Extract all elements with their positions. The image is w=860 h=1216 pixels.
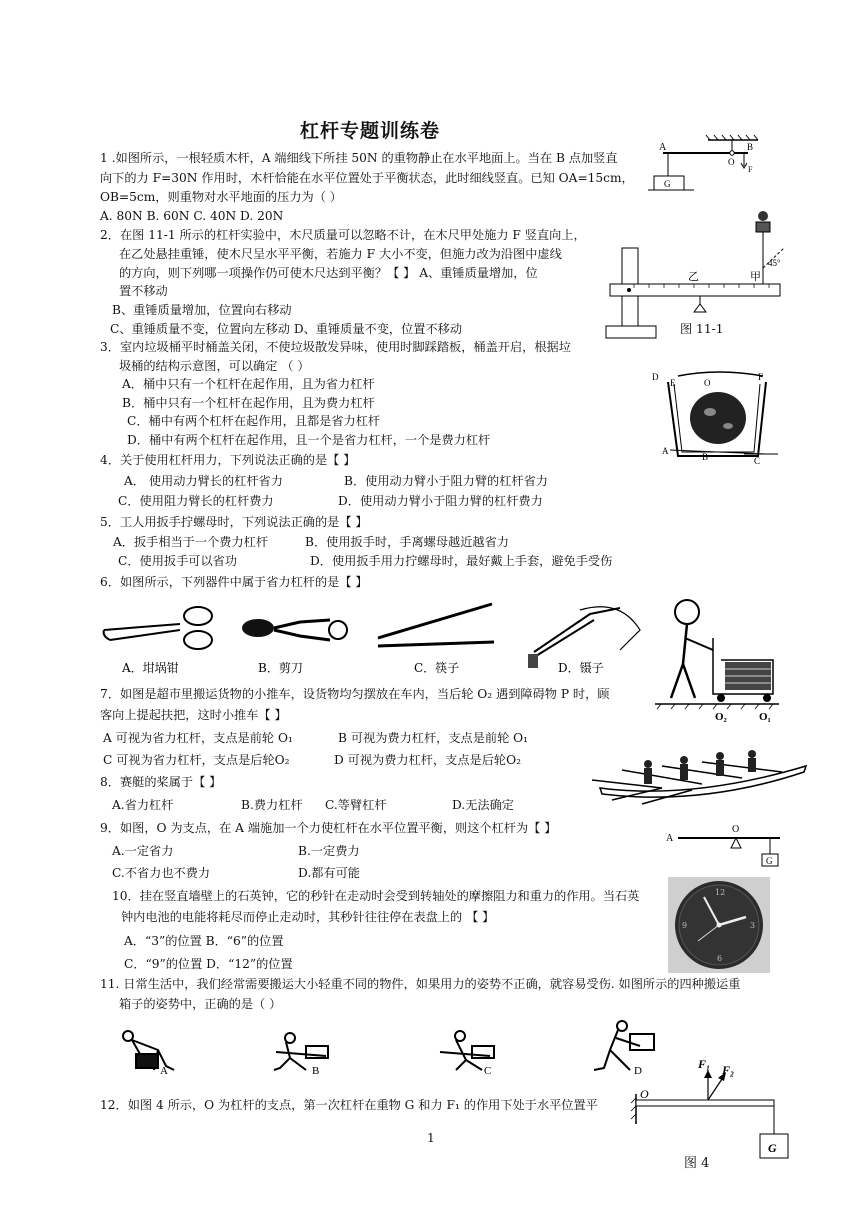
- q8-stem: 8．赛艇的桨属于【 】: [100, 775, 222, 789]
- q3-line2: 圾桶的结构示意图，可以确定 （ ）: [119, 359, 310, 373]
- q11-label-d: D: [634, 1065, 642, 1076]
- q9-option-b: B.一定费力: [298, 844, 360, 858]
- q7-line2: 客向上提起扶把，这时小推车【 】: [100, 708, 287, 722]
- q11-line1: 11. 日常生活中，我们经常需要搬运大小轻重不同的物件，如果用力的姿势不正确，就容易受伤. 如图所示的四种搬运重: [100, 977, 741, 991]
- q1-label-a: A: [659, 142, 667, 153]
- q1-line3: OB=5cm，则重物对水平地面的压力为（ ）: [100, 190, 342, 204]
- q1-label-o: O: [728, 157, 735, 167]
- q8-option-d: D.无法确定: [452, 798, 514, 812]
- q12-lever-figure: [630, 1054, 790, 1162]
- q4-option-b: B．使用动力臂小于阻力臂的杠杆省力: [344, 474, 548, 488]
- page-number: 1: [427, 1131, 435, 1145]
- q3-label-f: F: [758, 372, 764, 382]
- q11-label-c: C: [484, 1065, 492, 1076]
- q1-line1: 1 .如图所示，一根轻质木杆，A 端细线下所挂 50N 的重物静止在水平地面上。当在 B 点加竖直: [100, 151, 618, 165]
- q3-option-d: D．桶中有两个杠杆在起作用，且一个是省力杠杆，一个是费力杠杆: [127, 433, 491, 447]
- q5-option-d: D．使用扳手用力拧螺母时，最好戴上手套，避免手受伤: [310, 554, 613, 568]
- q9-option-c: C.不省力也不费力: [112, 866, 211, 880]
- q9-label-o: O: [732, 824, 740, 835]
- q8-option-a: A.省力杠杆: [112, 798, 174, 812]
- q2-figure-caption: 图 11-1: [680, 322, 724, 336]
- q1-lever-figure: [648, 134, 778, 196]
- q2-line2: 在乙处悬挂重锤，使木尺呈水平平衡，若施力 F 大小不变，但施力改为沿图中虚线: [119, 247, 562, 261]
- q10-line2: 钟内电池的电能将耗尽而停止走动时，其秒针往往停在表盘上的 【 】: [121, 910, 495, 924]
- q8-option-b: B.费力杠杆: [241, 798, 303, 812]
- q8-rowing-boat-figure: [592, 750, 814, 806]
- q6-option-b: B．剪刀: [258, 661, 303, 675]
- q7-option-d: D 可视为费力杠杆，支点是后轮O₂: [334, 753, 521, 767]
- q12-figure-caption: 图 4: [684, 1156, 710, 1171]
- q2-label-jia: 甲: [750, 270, 761, 283]
- q7-line1: 7．如图是超市里搬运货物的小推车，设货物均匀摆放在车内，当后轮 O₂ 遇到障碍物 P 时，顾: [100, 687, 610, 701]
- q7-label-o1: O₁: [759, 711, 771, 722]
- q3-option-c: C．桶中有两个杠杆在起作用，且都是省力杠杆: [127, 414, 381, 428]
- q9-stem: 9．如图，O 为支点，在 A 端施加一个力使杠杆在水平位置平衡，则这个杠杆为【 】: [100, 821, 557, 835]
- q2-line3: 的方向，则下列哪一项操作仍可使木尺达到平衡？【 】 A、重锤质量增加，位: [119, 266, 538, 280]
- svg-text:9: 9: [682, 921, 688, 930]
- q5-stem: 5．工人用扳手拧螺母时，下列说法正确的是【 】: [100, 515, 368, 529]
- q2-line5: B、重锤质量增加，位置向右移动: [112, 303, 292, 317]
- q9-lever-figure: [662, 820, 786, 870]
- q12-label-o: O: [640, 1087, 649, 1101]
- q7-cart-figure: [655, 598, 780, 722]
- svg-text:3: 3: [750, 921, 756, 930]
- q3-trash-can-figure: [648, 368, 778, 472]
- q9-option-a: A.一定省力: [112, 844, 174, 858]
- q10-clock-figure: [668, 877, 770, 973]
- q1-label-f: F: [748, 165, 753, 174]
- q1-label-g: G: [664, 179, 671, 189]
- q4-option-a: A． 使用动力臂长的杠杆省力: [124, 474, 283, 488]
- q4-option-c: C．使用阻力臂长的杠杆费力: [118, 494, 274, 508]
- page-title: 杠杆专题训练卷: [300, 120, 441, 142]
- q12-label-f2: F₂: [722, 1063, 735, 1077]
- q6-stem: 6．如图所示，下列器件中属于省力杠杆的是【 】: [100, 575, 368, 589]
- q2-line6: C、重锤质量不变，位置向左移动 D、重锤质量不变，位置不移动: [110, 322, 463, 336]
- q11-line2: 箱子的姿势中，正确的是（ ）: [119, 997, 282, 1011]
- q3-line1: 3．室内垃圾桶平时桶盖关闭，不使垃圾散发异味，使用时脚踩踏板，桶盖开启，根据垃: [100, 340, 571, 354]
- q12-label-g: G: [768, 1141, 777, 1155]
- q5-option-a: A．扳手相当于一个费力杠杆: [113, 535, 269, 549]
- svg-text:12: 12: [715, 888, 726, 897]
- q4-option-d: D．使用动力臂小于阻力臂的杠杆费力: [338, 494, 543, 508]
- q9-label-a: A: [666, 833, 674, 844]
- q10-options-cd: C．“9”的位置 D．“12”的位置: [124, 957, 293, 971]
- q6-option-c: C．筷子: [414, 661, 460, 675]
- q3-label-c: C: [754, 456, 761, 466]
- q2-line1: 2．在图 11-1 所示的杠杆实验中，木尺质量可以忽略不计，在木尺甲处施力 F 竖直向上，: [100, 228, 586, 242]
- q3-label-a: A: [662, 446, 669, 456]
- q12-line1: 12．如图 4 所示，O 为杠杆的支点，第一次杠杆在重物 G 和力 F₁ 的作用下处于水平位置平: [100, 1098, 598, 1112]
- q3-label-e: E: [670, 378, 676, 388]
- q10-options-ab: A．“3”的位置 B．“6”的位置: [124, 934, 284, 948]
- q11-label-a: A: [160, 1065, 168, 1076]
- q6-option-a: A．坩埚钳: [122, 661, 179, 675]
- q9-option-d: D.都有可能: [298, 866, 360, 880]
- q6-option-d: D．镊子: [558, 661, 604, 675]
- svg-text:6: 6: [717, 954, 723, 963]
- q3-option-a: A．桶中只有一个杠杆在起作用，且为省力杠杆: [122, 377, 375, 391]
- q1-line2: 向下的力 F=30N 作用时，木杆恰能在水平位置处于平衡状态，此时细线竖直。已知 OA=15cm，: [100, 171, 634, 185]
- q7-label-o2: O₂: [715, 711, 727, 722]
- q2-label-angle: 45°: [768, 258, 781, 268]
- q6-tools-figure: [100, 600, 650, 678]
- q2-line4: 置不移动: [119, 284, 168, 298]
- q7-option-b: B 可视为费力杠杆，支点是前轮 O₁: [338, 731, 529, 745]
- q3-label-b: B: [702, 452, 709, 462]
- q9-label-g: G: [766, 856, 773, 866]
- q3-option-b: B．桶中只有一个杠杆在起作用，且为费力杠杆: [122, 396, 375, 410]
- q1-options: A. 80N B. 60N C. 40N D. 20N: [100, 209, 284, 223]
- q5-option-c: C．使用扳手可以省功: [118, 554, 238, 568]
- q7-option-c: C 可视为省力杠杆，支点是后轮O₂: [103, 753, 290, 767]
- q3-label-o: O: [704, 378, 711, 388]
- q8-option-c: C.等臂杠杆: [325, 798, 387, 812]
- q4-stem: 4．关于使用杠杆用力，下列说法正确的是【 】: [100, 453, 356, 467]
- q7-option-a: A 可视为省力杠杆，支点是前轮 O₁: [103, 731, 293, 745]
- q12-label-f1: F₁: [698, 1057, 711, 1071]
- q11-lifting-postures-figure: [110, 1016, 660, 1076]
- q3-label-d: D: [652, 372, 659, 382]
- q5-option-b: B．使用扳手时，手离螺母越近越省力: [305, 535, 509, 549]
- q1-label-b: B: [747, 142, 754, 152]
- q2-label-yi: 乙: [688, 270, 699, 283]
- q10-line1: 10．挂在竖直墙壁上的石英钟，它的秒针在走动时会受到转轴处的摩擦阻力和重力的作用。当石英: [112, 889, 640, 903]
- q11-label-b: B: [312, 1065, 320, 1076]
